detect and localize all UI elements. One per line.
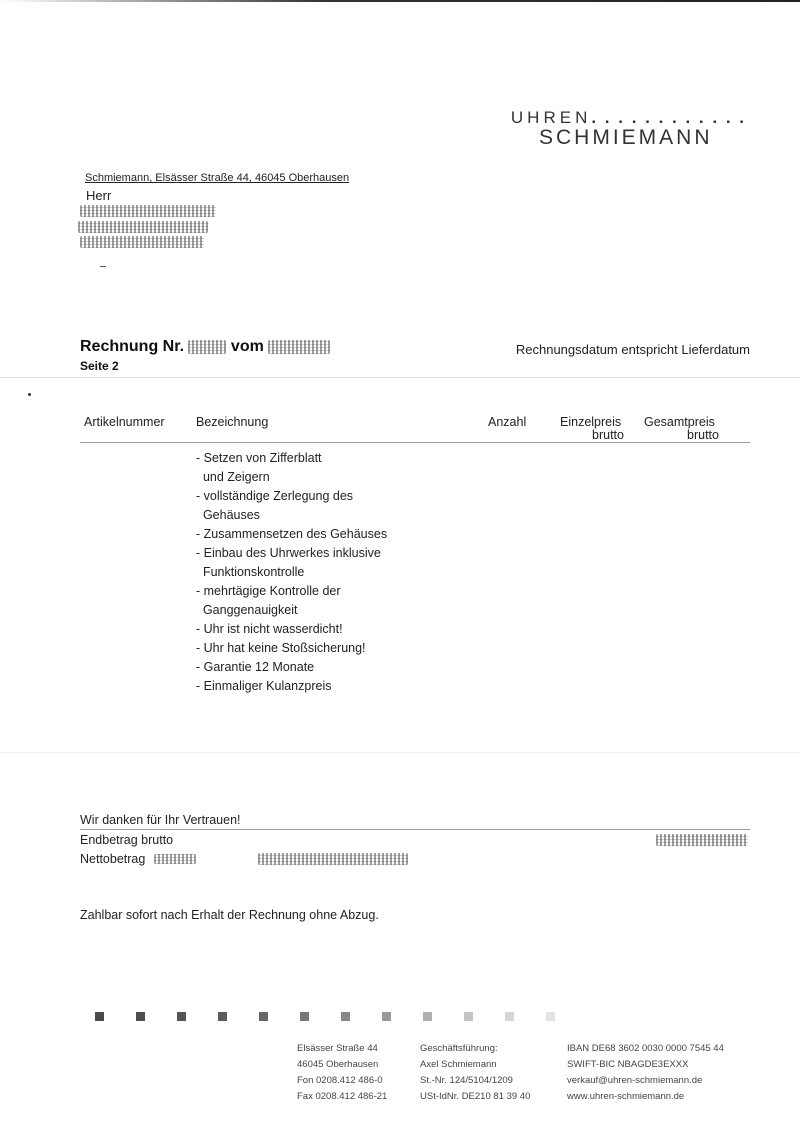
footer-square <box>341 1012 350 1021</box>
table-item-line: Ganggenauigkeit <box>196 603 298 617</box>
redacted-total-amount <box>656 834 748 846</box>
table-header-rule <box>80 442 750 443</box>
redacted-recipient-street <box>78 221 208 233</box>
scan-divider <box>0 377 800 378</box>
footer-address-line: Fon 0208.412 486-0 <box>297 1075 383 1086</box>
table-item-line: - Uhr ist nicht wasserdicht! <box>196 622 343 636</box>
footer-website-link[interactable]: www.uhren-schmiemann.de <box>567 1091 685 1102</box>
table-item-line: - Uhr hat keine Stoßsicherung! <box>196 641 366 655</box>
footer-bank-line: IBAN DE68 3602 0030 0000 7545 44 <box>567 1043 724 1054</box>
col-header-total-price-sub: brutto <box>687 428 719 442</box>
footer-square <box>177 1012 186 1021</box>
footer-bank-line: SWIFT-BIC NBAGDE3EXXX <box>567 1059 689 1070</box>
table-item-line: Gehäuses <box>196 508 260 522</box>
footer-square <box>505 1012 514 1021</box>
scan-divider-lower <box>0 752 800 753</box>
summary-rule <box>80 829 750 830</box>
redacted-recipient-name <box>80 205 216 217</box>
payment-terms: Zahlbar sofort nach Erhalt der Rechnung ohne Abzug. <box>80 908 379 922</box>
logo-line2: SCHMIEMANN <box>539 126 713 149</box>
col-header-total-price: Gesamtpreis <box>644 415 715 429</box>
punch-mark <box>28 393 31 396</box>
redacted-net-rate <box>154 854 196 864</box>
table-item-line: - Einmaliger Kulanzpreis <box>196 679 332 693</box>
redacted-invoice-number <box>188 340 226 354</box>
footer-address-line: 46045 Oberhausen <box>297 1059 379 1070</box>
table-item-line: - Setzen von Zifferblatt <box>196 451 322 465</box>
col-header-description: Bezeichnung <box>196 415 269 429</box>
total-label: Endbetrag brutto <box>80 833 174 847</box>
col-header-unit-price-sub: brutto <box>592 428 624 442</box>
footer-bank <box>567 1041 724 1105</box>
logo-line1 <box>511 108 746 128</box>
table-item-line: - vollständige Zerlegung des <box>196 489 354 503</box>
table-item-line: - mehrtägige Kontrolle der <box>196 584 341 598</box>
footer-management-line: Axel Schmiemann <box>420 1059 497 1070</box>
redacted-net-amount <box>258 853 408 865</box>
footer-management-line: Geschäftsführung: <box>420 1043 498 1054</box>
invoice-title-prefix: Rechnung Nr. <box>80 338 185 355</box>
fold-mark <box>100 266 106 267</box>
footer-email-link[interactable]: verkauf@uhren-schmiemann.de <box>567 1075 703 1086</box>
recipient-salutation: Herr <box>86 188 112 203</box>
redacted-recipient-city <box>80 236 204 248</box>
footer-square <box>464 1012 473 1021</box>
table-item-line: - Zusammensetzen des Gehäuses <box>196 527 388 541</box>
invoice-title-mid: vom <box>230 338 264 355</box>
col-header-unit-price: Einzelpreis <box>560 415 622 429</box>
thanks-note: Wir danken für Ihr Vertrauen! <box>80 813 241 827</box>
footer-square <box>382 1012 391 1021</box>
page-number: Seite 2 <box>80 359 119 373</box>
footer-square <box>423 1012 432 1021</box>
footer-management-line: St.-Nr. 124/5104/1209 <box>420 1075 513 1086</box>
date-note: Rechnungsdatum entspricht Lieferdatum <box>515 342 750 357</box>
table-item-line: und Zeigern <box>196 470 270 484</box>
footer-address-line: Fax 0208.412 486-21 <box>297 1091 388 1102</box>
invoice-title <box>80 338 330 356</box>
table-item-line: - Einbau des Uhrwerkes inklusive <box>196 546 381 560</box>
col-header-article: Artikelnummer <box>84 415 165 429</box>
footer-square <box>259 1012 268 1021</box>
footer-square <box>136 1012 145 1021</box>
table-item-line: - Garantie 12 Monate <box>196 660 315 674</box>
logo-word-uhren: UHREN <box>510 108 592 127</box>
logo-dots: . . . . . . . . . . . . <box>591 108 746 127</box>
footer-square <box>95 1012 104 1021</box>
footer-square <box>546 1012 555 1021</box>
col-header-quantity: Anzahl <box>488 415 527 429</box>
footer-square <box>218 1012 227 1021</box>
scan-edge <box>0 0 800 2</box>
redacted-invoice-date <box>268 340 330 354</box>
footer-management <box>420 1041 530 1105</box>
footer-address-line: Elsässer Straße 44 <box>297 1043 378 1054</box>
sender-address-line: Schmiemann, Elsässer Straße 44, 46045 Oberhausen <box>85 172 350 184</box>
footer-address <box>297 1041 387 1105</box>
footer-square <box>300 1012 309 1021</box>
footer-square-row <box>95 1012 555 1021</box>
footer-management-line: USt-IdNr. DE210 81 39 40 <box>420 1091 531 1102</box>
table-item-line: Funktionskontrolle <box>196 565 305 579</box>
net-label: Nettobetrag <box>80 852 146 866</box>
